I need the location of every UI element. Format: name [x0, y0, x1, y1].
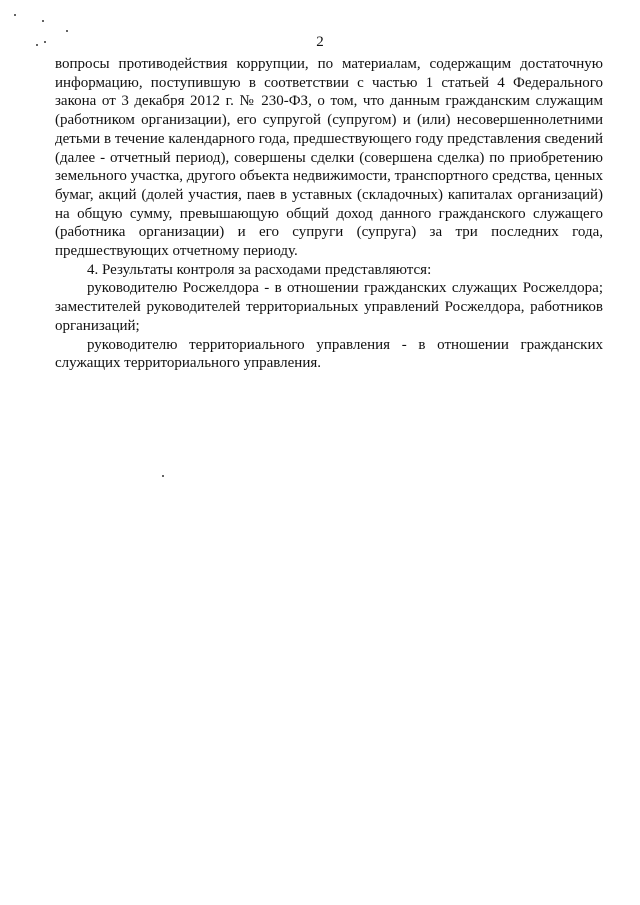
paragraph-results-heading: 4. Результаты контроля за расходами представляются:: [87, 261, 432, 278]
scan-speck: [14, 14, 16, 16]
scan-speck: [66, 30, 68, 32]
page-number: 2: [316, 34, 324, 50]
document-body: [55, 55, 603, 373]
scan-speck: [42, 20, 44, 22]
scan-speck: [162, 475, 164, 477]
paragraph-roszheldor-head: руководителю Росжелдора - в отношении гражданских служащих Росжелдора; заместителей руководителей территориальных управлений Росжелдора, работников организаций;: [55, 280, 603, 334]
paragraph-corruption-check: вопросы противодействия коррупции, по материалам, содержащим достаточную информацию, поступившую в соответствии с частью 1 статьей 4 Федерального закона от 3 декабря 2012 г. № 230-ФЗ, о том, что данным гражданским служащим (работником организации), его супругой (супругом) и (или) несовершеннолетними детьми в течение календарного года, предшествующего году представления сведений (далее - отчетный период), совершены сделки (совершена сделка) по приобретению земельного участка, другого объекта недвижимости, транспортного средства, ценных бумаг, акций (долей участия, паев в уставных (складочных) капиталах организаций) на общую сумму, превышающую общий доход данного гражданского служащего (работника организации) и его супруги (супруга) за три последних года, предшествующих отчетному периоду.: [55, 56, 603, 260]
paragraph-territorial-head: руководителю территориального управления - в отношении гражданских служащих территориального управления.: [55, 336, 603, 372]
